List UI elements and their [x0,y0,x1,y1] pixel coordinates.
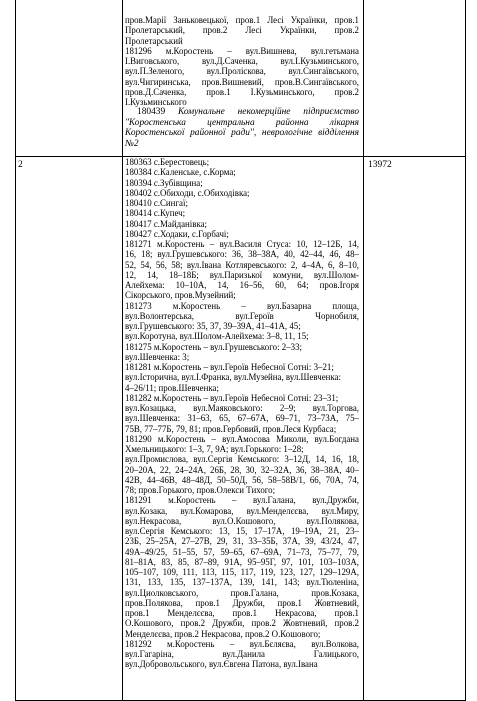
row1-line: пров.Марії Заньковецької, пров.1 Лесі Українки, пров.1 [125,15,359,25]
row2-line: 181290 м.Коростень – вул.Амосова Миколи, вул.Богдана [125,433,359,444]
row2-line: вул.Грушевського: 35, 37, 39–39А, 41–41А, 45; [125,321,301,331]
row1-line: пров.Д.Саченка, пров.1 І.Кузьминського, пров.2 [125,86,359,97]
row2-line: вул.Козака, вул.Комарова, вул.Менделєєва, вул.Миру, [125,505,359,516]
row2-line: вул.Шевченка: 3; [125,351,190,362]
row2-line: вул.Промислова, вул.Сергія Кемського: 3–12Д, 14, 16, 18, [125,454,359,465]
table-border-left [15,0,16,701]
row2-line: 23Б, 25–25А, 27–27В, 29, 31, 33–35Б, 37А, 39, 43/24, 47, [125,536,359,547]
row2-line: вул.Волонтерська, вул.Героїв Чорнобиля, [125,310,359,321]
row2-line: 180384 с.Каленське, с.Корма; [125,167,236,178]
row2-address-cell [125,157,359,670]
row2-line: О.Кошового, пров.2 Дружби, пров.2 Жовтневий, пров.2 [125,618,359,629]
row2-amount: 13972 [368,160,392,170]
row1-line: І.Кузьминського [125,97,187,107]
row2-line: 181292 м.Коростень – вул.Бєляєва, вул.Волкова, [125,638,359,649]
row1-line: Пролетарський, пров.2 Лесі Українки, пров.2 [125,25,359,36]
table-border-right [465,0,466,701]
row2-line: 105–107, 109, 111, 113, 115, 117, 119, 123, 127, 129–129А, [125,567,359,577]
row2-line: Хмельницького: 1–3, 7, 9А; вул.Горького: 1–28; [125,444,304,454]
row2-line: 52, 54, 56, 58; вул.Івана Котляревського: 2, 4–4А, 6, 8–10, [125,259,359,270]
row2-line: 49А–49/25, 51–55, 57, 59–65, 67–69А, 71–73, 75–77, 79, [125,546,359,557]
row2-line: вул.Гагаріна, вул.Данила Галицького, [125,649,359,659]
row2-line: 12, 14, 18–18Б; вул.Паризької комуни, вул.Шолом- [125,269,359,280]
row2-line: 180427 с.Ходаки, с.Горбачі; [125,228,229,239]
column-divider-2 [363,0,364,701]
row1-line: вул.Чигиринська, пров.Вишневий, пров.В.Сингаївського, [125,76,359,87]
column-divider-1 [122,0,123,701]
row2-line: 180363 с.Берестовець; [125,157,210,167]
row1-line: І.Виговського, вул.Д.Саченка, вул.І.Кузьминського, [125,56,359,66]
row2-line: вул.Шевченка: 31–63, 65, 67–67А, 69–71, 73–73А, 75– [125,413,359,424]
row2-line: 181291 м.Коростень – вул.Галана, вул.Дружби, [125,495,359,506]
row2-line: 16, 18; вул.Грушевського: 36, 38–38А, 40, 42–44, 46, 48– [125,249,359,260]
row1-address-cell [125,15,359,150]
row2-line: пров.Полякова, пров.1 Дружби, пров.1 Жовтневий, [125,597,359,608]
row2-line: пров.1 Менделєєва, пров.1 Некрасова, пров.1 [125,608,359,618]
row2-line: 180417 с.Майданівка; [125,218,208,229]
row2-line: Алейхема: 10–10А, 14, 16–56, 60, 64; пров.Ігоря [125,280,359,290]
row1-line: Пролетарський [125,35,183,46]
row2-line: 181281 м.Коростень – вул.Героїв Небесної Сотні: 3–21; [125,362,334,372]
row2-line: 42В, 44–46В, 48–48Д, 50–50Д, 56, 58–58В/1, 66, 70А, 74, [125,474,359,485]
row2-line: 181282 м.Коростень – вул.Героїв Небесної Сотні: 23–31; [125,392,339,403]
row2-number: 2 [18,160,23,170]
institution-code: 180439 [137,107,166,118]
row2-line: вул.Сергія Кемського: 13, 15, 17–17А, 19–19А, 21, 23– [125,526,359,536]
row1-line: вул.П.Зеленого, вул.Пролiскова, вул.Сингаївського, [125,66,359,77]
row2-line: 78; пров.Горького, пров.Олекси Тихого; [125,485,276,495]
row1-address-lines [125,15,359,107]
row2-line: 181275 м.Коростень – вул.Грушевського: 2–33; [125,341,302,352]
row2-line: вул.Козацька, вул.Маяковського: 2–9; вул.Торгова, [125,403,359,413]
row2-line: вул.Некрасова, вул.О.Кошового, вул.Полякова, [125,515,359,526]
institution-entry [125,107,359,149]
row2-line: вул.Коротуна, вул.Шолом-Алейхема: 3–8, 11, 15; [125,331,309,342]
row2-line: 180394 с.Зубівщина; [125,177,203,188]
row2-line: вул.Циолковського, пров.Галана, пров.Козака, [125,587,359,598]
row2-line: 75В, 77–77Б, 79, 81; пров.Гербовий, пров.Леся Курбаса; [125,423,337,434]
row2-line: Сікорського, пров.Музейний; [125,290,236,301]
row2-line: 180414 с.Купеч; [125,208,186,219]
row2-line: 20–20А, 22, 24–24А, 26Б, 28, 30, 32–32А, 36, 38–38А, 40– [125,464,359,475]
row2-address-lines [125,157,359,670]
row2-line: 181271 м.Коростень – вул.Василя Стуса: 10, 12–12Б, 14, [125,239,359,249]
row2-line: Менделєєва, пров.2 Некрасова, пров.2 О.Кошового; [125,628,321,639]
row2-line: вул.Добровольського, вул.Євгена Патона, вул.Івана [125,659,318,670]
row2-line: 181273 м.Коростень – вул.Базарна площа, [125,300,359,311]
row2-line: 81–81А, 83, 85, 87–89, 91А, 95–95Г, 97, 101, 103–103А, [125,556,359,567]
row2-line: 180410 с.Сингаї; [125,198,188,208]
institution-name: Комунальне некомерційне підприємство "Коростенська центральна районна лікарня Коростенської районної ради", неврологічне відділення №2 [125,107,360,150]
row1-line: 181296 м.Коростень – вул.Вишнева, вул.гетьмана [125,45,359,56]
row2-line: 4–26/11; пров.Шевченка; [125,382,219,393]
row2-line: вул.Історична, вул.І.Франка, вул.Музейна, вул.Шевченка: [125,372,341,383]
row2-line: 131, 133, 135, 137–137А, 139, 141, 143; вул.Тюленіна, [125,577,359,588]
row2-line: 180402 с.Обиходи, с.Обиходівка; [125,187,250,198]
